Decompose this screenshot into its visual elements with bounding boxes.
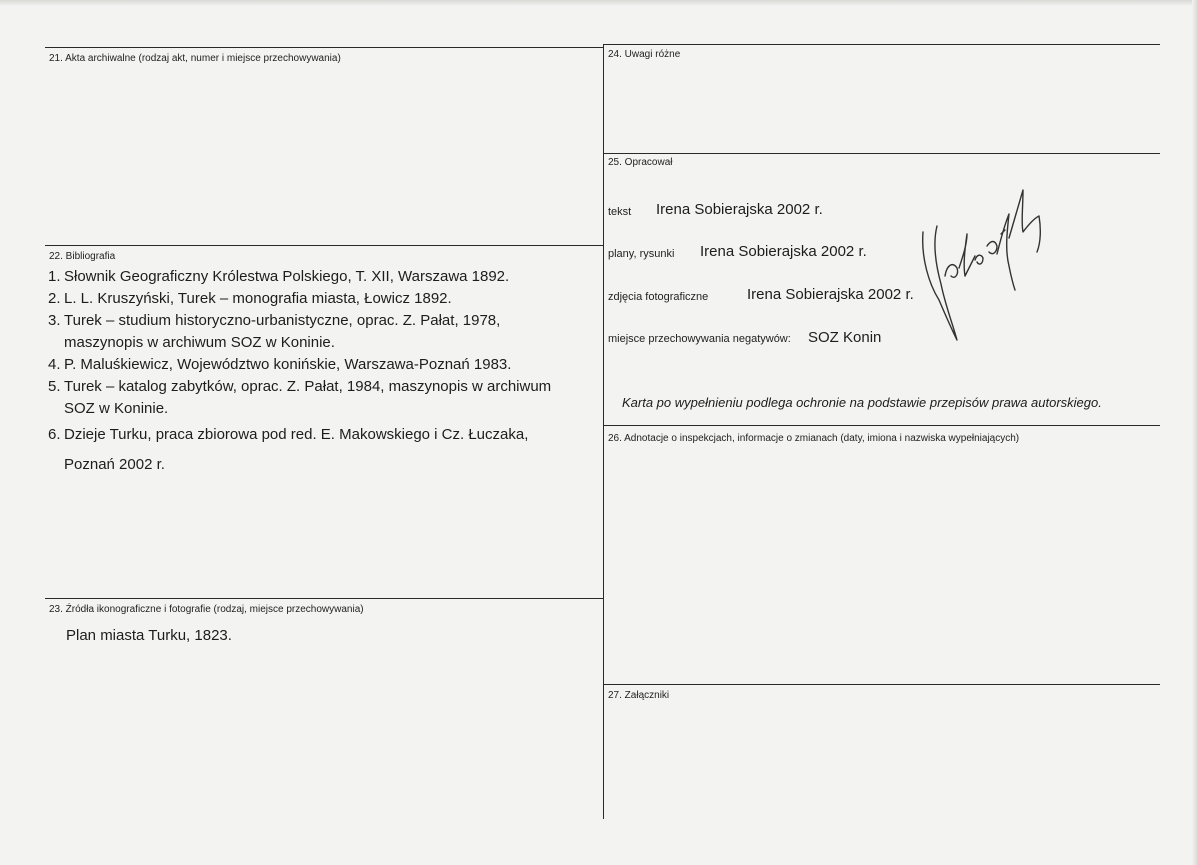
bibliography-item-line: Dzieje Turku, praca zbiorowa pod red. E. Makowskiego i Cz. Łuczaka, xyxy=(64,426,529,443)
handwritten-signature-icon xyxy=(905,180,1055,350)
bibliography-item xyxy=(48,266,551,288)
author-plans-value: Irena Sobierajska 2002 r. xyxy=(700,243,867,260)
bibliography-list xyxy=(48,266,551,480)
section-24-label: 24. Uwagi różne xyxy=(608,49,681,60)
divider-22-23 xyxy=(45,598,603,599)
iconography-text: Plan miasta Turku, 1823. xyxy=(66,627,232,644)
author-photos-label: zdjęcia fotograficzne xyxy=(608,291,709,303)
bibliography-item-number: 2. xyxy=(48,290,61,307)
bibliography-item-number: 1. xyxy=(48,268,61,285)
section-26-label: 26. Adnotacje o inspekcjach, informacje o zmianach (daty, imiona i nazwiska wypełniających) xyxy=(608,433,1020,444)
section-27-label: 27. Załączniki xyxy=(608,690,670,701)
divider-top-right xyxy=(603,44,1160,45)
bibliography-item xyxy=(48,376,551,420)
divider-25-26 xyxy=(603,425,1160,426)
bibliography-item-line: Turek – studium historyczno-urbanistyczne, oprac. Z. Pałat, 1978, xyxy=(64,312,501,329)
divider-top-left xyxy=(45,47,603,48)
bibliography-item xyxy=(48,354,551,376)
bibliography-item-number: 4. xyxy=(48,356,61,373)
divider-26-27 xyxy=(603,684,1160,685)
bibliography-item-line: Słownik Geograficzny Królestwa Polskiego, T. XII, Warszawa 1892. xyxy=(64,268,510,285)
scan-edge-top xyxy=(0,0,1198,6)
bibliography-item-line: L. L. Kruszyński, Turek – monografia miasta, Łowicz 1892. xyxy=(64,290,452,307)
scan-edge-right xyxy=(1192,0,1198,865)
negatives-location-value: SOZ Konin xyxy=(808,329,882,346)
negatives-location-label: miejsce przechowywania negatywów: xyxy=(608,333,791,345)
section-21-label: 21. Akta archiwalne (rodzaj akt, numer i miejsce przechowywania) xyxy=(49,53,341,64)
bibliography-item-number: 3. xyxy=(48,312,61,329)
section-22-label: 22. Bibliografia xyxy=(49,251,116,262)
copyright-note: Karta po wypełnieniu podlega ochronie na podstawie przepisów prawa autorskiego. xyxy=(622,395,1102,410)
bibliography-item-line: Poznań 2002 r. xyxy=(64,456,165,473)
bibliography-item-number: 6. xyxy=(48,426,61,443)
author-text-value: Irena Sobierajska 2002 r. xyxy=(656,201,823,218)
section-25-label: 25. Opracował xyxy=(608,157,673,168)
bibliography-item xyxy=(48,420,551,480)
divider-21-22 xyxy=(45,245,603,246)
bibliography-item-line: Turek – katalog zabytków, oprac. Z. Pałat, 1984, maszynopis w archiwum xyxy=(64,378,552,395)
bibliography-item-line: P. Maluśkiewicz, Województwo konińskie, Warszawa-Poznań 1983. xyxy=(64,356,512,373)
bibliography-item-line: maszynopis w archiwum SOZ w Koninie. xyxy=(64,334,335,351)
bibliography-item-line: SOZ w Koninie. xyxy=(64,400,169,417)
author-photos-value: Irena Sobierajska 2002 r. xyxy=(747,286,914,303)
section-23-label: 23. Źródła ikonograficzne i fotografie (rodzaj, miejsce przechowywania) xyxy=(49,604,364,615)
author-text-label: tekst xyxy=(608,206,632,218)
bibliography-item-number: 5. xyxy=(48,378,61,395)
bibliography-item xyxy=(48,288,551,310)
divider-24-25 xyxy=(603,153,1160,154)
bibliography-item xyxy=(48,310,551,354)
author-plans-label: plany, rysunki xyxy=(608,248,675,260)
divider-vertical-center xyxy=(603,44,604,819)
